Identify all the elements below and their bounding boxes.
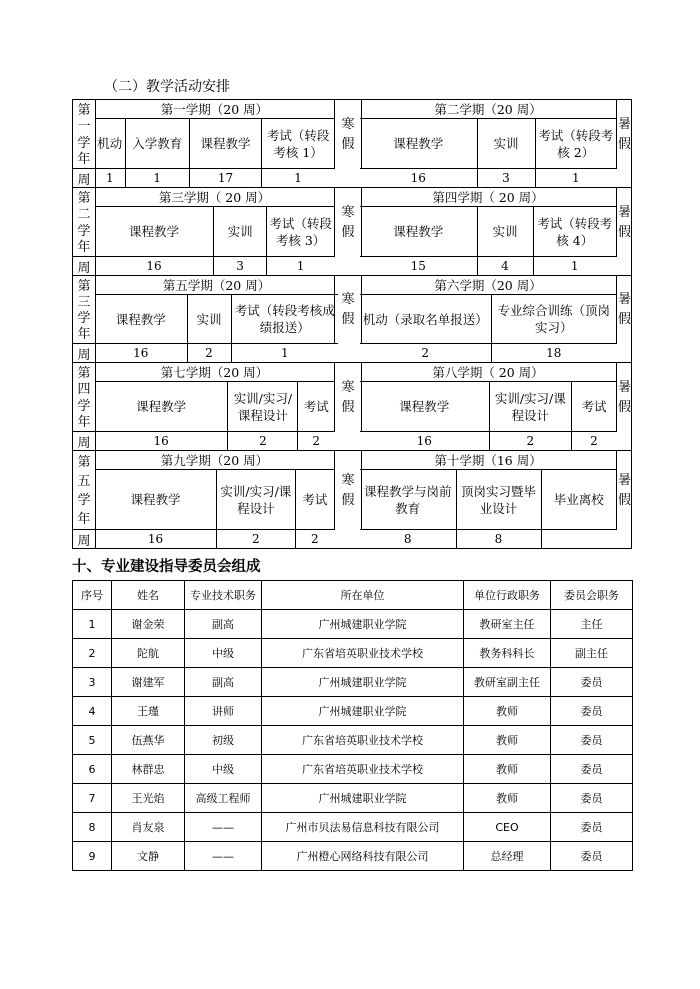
member-title: 中级	[185, 639, 262, 668]
member-index: 8	[73, 813, 112, 842]
activity-cell: 考试	[295, 470, 334, 530]
year-label-char: 年	[77, 415, 91, 431]
member-committee-post: 委员	[551, 726, 633, 755]
weeks-cell: 15	[360, 257, 477, 276]
weeks-cell: 1	[267, 257, 334, 276]
table-row	[73, 784, 633, 813]
semester-sem2	[360, 451, 616, 548]
member-unit: 广州城建职业学院	[262, 610, 464, 639]
year-label-char: 学	[77, 223, 91, 239]
year-label-char: 年	[77, 240, 91, 256]
weeks-cell: 2	[295, 530, 334, 549]
member-name: 文静	[112, 842, 185, 871]
year-label	[73, 188, 96, 275]
year-label-char: 学	[77, 135, 91, 151]
member-admin-post: 教师	[464, 726, 551, 755]
year-label-char: 五	[77, 474, 91, 489]
member-unit: 广州城建职业学院	[262, 668, 464, 697]
year-label-char: 三	[77, 294, 91, 310]
activity-cell: 考试（转段考核 4）	[533, 207, 616, 257]
member-title: 讲师	[185, 697, 262, 726]
winter-vacation-cell	[334, 451, 362, 530]
header-index: 序号	[73, 581, 112, 610]
weeks-cell: 8	[360, 530, 456, 549]
weeks-cell: 1	[95, 169, 125, 188]
year-label-char: 第	[77, 278, 91, 294]
member-admin-post: 教师	[464, 784, 551, 813]
table-row	[73, 639, 633, 668]
weeks-cell: 17	[189, 169, 261, 188]
member-unit: 广东省培英职业技术学校	[262, 639, 464, 668]
activity-cell: 毕业离校	[541, 470, 616, 530]
vacation-char: 假	[341, 312, 355, 327]
member-name: 伍燕华	[112, 726, 185, 755]
semester-sem2	[360, 363, 616, 450]
activity-cell: 课程教学	[189, 119, 261, 169]
activity-cell: 考试（转段考核 3）	[267, 207, 334, 257]
semester-sem1	[95, 100, 334, 187]
member-unit: 广州城建职业学院	[262, 697, 464, 726]
member-name: 王瑾	[112, 697, 185, 726]
member-index: 2	[73, 639, 112, 668]
year-label-char: 学	[77, 493, 91, 508]
semester-sem2	[360, 100, 616, 187]
vacation-char: 寒	[341, 292, 355, 307]
vacation-char: 暑	[617, 472, 631, 488]
weeks-cell: 1	[125, 169, 189, 188]
summer-vacation-cell	[616, 100, 632, 169]
year-label-char: 年	[77, 327, 91, 343]
weeks-cell: 16	[95, 530, 217, 549]
vacation-char: 暑	[617, 116, 631, 132]
semester-title: 第八学期（ 20 周）	[360, 363, 616, 382]
activity-cell: 课程教学与岗前教育	[360, 470, 456, 530]
member-name: 陀航	[112, 639, 185, 668]
semester-title: 第七学期（20 周）	[95, 363, 334, 382]
weeks-cell: 3	[477, 169, 535, 188]
year-label-char: 第	[77, 102, 91, 118]
table-row	[73, 668, 633, 697]
member-admin-post: 教师	[464, 697, 551, 726]
activity-cell: 机动（录取名单报送）	[360, 295, 491, 344]
semester-sem2	[360, 188, 616, 275]
member-unit: 广州橙心网络科技有限公司	[262, 842, 464, 871]
activity-cell: 课程教学	[95, 382, 228, 432]
activity-cell: 课程教学	[360, 207, 477, 257]
member-index: 1	[73, 610, 112, 639]
member-committee-post: 委员	[551, 842, 633, 871]
member-admin-post: CEO	[464, 813, 551, 842]
year-label-char: 四	[77, 382, 91, 398]
member-index: 7	[73, 784, 112, 813]
member-name: 谢金荣	[112, 610, 185, 639]
semester-sem1	[95, 188, 334, 275]
member-title: 副高	[185, 668, 262, 697]
member-committee-post: 委员	[551, 755, 633, 784]
teaching-schedule-table	[72, 99, 632, 549]
semester-title: 第四学期（ 20 周）	[360, 188, 616, 207]
weeks-cell: 16	[95, 344, 187, 363]
weeks-cell: 4	[477, 257, 533, 276]
year-label	[73, 100, 96, 187]
winter-vacation-cell	[334, 100, 362, 169]
semester-sem1	[95, 451, 334, 548]
member-committee-post: 委员	[551, 697, 633, 726]
semester-sem1	[95, 276, 334, 362]
committee-header-row	[73, 581, 633, 610]
member-admin-post: 教师	[464, 755, 551, 784]
member-index: 4	[73, 697, 112, 726]
activity-cell: 课程教学	[95, 470, 217, 530]
weeks-row-label: 周	[73, 256, 95, 275]
activity-cell: 实训/实习/课程设计	[489, 382, 571, 432]
activity-cell: 实训/实习/课程设计	[228, 382, 298, 432]
member-committee-post: 主任	[551, 610, 633, 639]
year-label-char: 第	[77, 455, 91, 470]
committee-table	[72, 580, 633, 871]
activity-cell: 专业综合训练（顶岗实习）	[491, 295, 616, 344]
year-label-char: 年	[77, 512, 91, 527]
member-title: 初级	[185, 726, 262, 755]
semester-title: 第三学期（ 20 周）	[95, 188, 334, 207]
activity-cell: 实训	[477, 119, 535, 169]
vacation-char: 假	[617, 224, 631, 240]
activity-cell: 考试（转段考核 1）	[262, 119, 334, 169]
year-block	[72, 450, 632, 549]
activity-cell: 考试（转段考核成绩报送）	[231, 295, 338, 344]
summer-vacation-cell	[616, 276, 632, 344]
table-row	[73, 726, 633, 755]
vacation-char: 假	[341, 492, 355, 508]
vacation-char: 寒	[341, 472, 355, 488]
activity-cell: 实训	[187, 295, 231, 344]
winter-vacation-cell	[334, 188, 362, 257]
member-admin-post: 教务科科长	[464, 639, 551, 668]
header-admin-post: 单位行政职务	[464, 581, 551, 610]
weeks-cell: 16	[360, 432, 489, 451]
vacation-char: 假	[617, 399, 631, 415]
year-label-char: 二	[77, 207, 91, 223]
member-index: 5	[73, 726, 112, 755]
member-title: 副高	[185, 610, 262, 639]
weeks-cell: 2	[298, 432, 334, 451]
weeks-cell	[541, 530, 616, 549]
activity-cell: 实训	[213, 207, 266, 257]
member-admin-post: 总经理	[464, 842, 551, 871]
winter-vacation-cell	[334, 363, 362, 432]
table-row	[73, 755, 633, 784]
weeks-row-label: 周	[73, 529, 95, 548]
activity-cell: 课程教学	[95, 295, 187, 344]
weeks-cell: 2	[489, 432, 571, 451]
activity-cell: 实训	[477, 207, 533, 257]
member-name: 王光焰	[112, 784, 185, 813]
year-label-char: 年	[77, 152, 91, 168]
semester-title: 第一学期（20 周）	[95, 100, 334, 119]
activity-cell: 顶岗实习暨毕业设计	[456, 470, 541, 530]
weeks-row-label: 周	[73, 431, 95, 450]
member-title: ——	[185, 842, 262, 871]
member-title: 中级	[185, 755, 262, 784]
member-unit: 广州城建职业学院	[262, 784, 464, 813]
vacation-char: 暑	[617, 204, 631, 220]
activity-cell: 实训/实习/课程设计	[217, 470, 296, 530]
vacation-char: 假	[341, 136, 355, 152]
year-block	[72, 187, 632, 275]
vacation-char: 假	[341, 224, 355, 240]
weeks-row-label: 周	[73, 168, 95, 187]
member-name: 林群忠	[112, 755, 185, 784]
vacation-char: 寒	[341, 379, 355, 395]
vacation-char: 暑	[617, 292, 631, 307]
header-committee-post: 委员会职务	[551, 581, 633, 610]
weeks-cell: 1	[533, 257, 616, 276]
table-row	[73, 610, 633, 639]
year-block	[72, 99, 632, 187]
activity-cell: 入学教育	[125, 119, 189, 169]
header-name: 姓名	[112, 581, 185, 610]
weeks-cell: 16	[95, 432, 228, 451]
weeks-cell: 1	[262, 169, 334, 188]
year-label	[73, 276, 96, 362]
year-block	[72, 362, 632, 450]
member-committee-post: 委员	[551, 668, 633, 697]
vacation-char: 假	[617, 492, 631, 508]
activity-cell: 考试	[298, 382, 334, 432]
table-row	[73, 697, 633, 726]
weeks-cell: 2	[360, 344, 491, 363]
member-committee-post: 委员	[551, 813, 633, 842]
member-committee-post: 委员	[551, 784, 633, 813]
member-title: ——	[185, 813, 262, 842]
semester-title: 第九学期（20 周）	[95, 451, 334, 470]
activity-cell: 考试（转段考核 2）	[535, 119, 616, 169]
section-title: （二）教学活动安排	[104, 79, 230, 95]
member-title: 高级工程师	[185, 784, 262, 813]
activity-cell: 考试	[571, 382, 616, 432]
header-unit: 所在单位	[262, 581, 464, 610]
activity-cell: 机动	[95, 119, 125, 169]
vacation-char: 寒	[341, 204, 355, 220]
semester-title: 第五学期（20 周）	[95, 276, 338, 295]
weeks-cell: 3	[213, 257, 266, 276]
vacation-char: 寒	[341, 116, 355, 132]
semester-title: 第二学期（20 周）	[360, 100, 616, 119]
activity-cell: 课程教学	[360, 119, 477, 169]
activity-cell: 课程教学	[360, 382, 489, 432]
year-label-char: 第	[77, 190, 91, 206]
semester-title: 第十学期（16 周）	[360, 451, 616, 470]
year-label-char: 学	[77, 398, 91, 414]
member-admin-post: 教研室主任	[464, 610, 551, 639]
vacation-char: 暑	[617, 379, 631, 395]
summer-vacation-cell	[616, 363, 632, 432]
weeks-cell: 8	[456, 530, 541, 549]
member-unit: 广东省培英职业技术学校	[262, 726, 464, 755]
committee-title: 十、专业建设指导委员会组成	[72, 559, 261, 575]
weeks-cell: 2	[228, 432, 298, 451]
member-admin-post: 教研室副主任	[464, 668, 551, 697]
vacation-char: 假	[617, 136, 631, 152]
vacation-char: 假	[341, 399, 355, 415]
year-label-char: 学	[77, 311, 91, 327]
weeks-cell: 1	[535, 169, 616, 188]
table-row	[73, 842, 633, 871]
year-label	[73, 363, 96, 450]
member-committee-post: 副主任	[551, 639, 633, 668]
year-label	[73, 451, 96, 548]
year-block	[72, 275, 632, 362]
year-label-char: 一	[77, 119, 91, 135]
member-name: 谢建军	[112, 668, 185, 697]
member-unit: 广州市贝法易信息科技有限公司	[262, 813, 464, 842]
year-label-char: 第	[77, 365, 91, 381]
semester-sem2	[360, 276, 616, 362]
weeks-cell: 18	[491, 344, 616, 363]
member-index: 6	[73, 755, 112, 784]
semester-sem1	[95, 363, 334, 450]
weeks-cell: 2	[187, 344, 231, 363]
activity-cell: 课程教学	[95, 207, 213, 257]
table-row	[73, 813, 633, 842]
summer-vacation-cell	[616, 451, 632, 530]
member-index: 9	[73, 842, 112, 871]
weeks-cell: 16	[95, 257, 213, 276]
member-name: 肖友泉	[112, 813, 185, 842]
weeks-cell: 16	[360, 169, 477, 188]
weeks-cell: 1	[231, 344, 338, 363]
weeks-row-label: 周	[73, 343, 95, 362]
member-index: 3	[73, 668, 112, 697]
vacation-char: 假	[617, 312, 631, 327]
header-title: 专业技术职务	[185, 581, 262, 610]
member-unit: 广东省培英职业技术学校	[262, 755, 464, 784]
summer-vacation-cell	[616, 188, 632, 257]
winter-vacation-cell	[334, 276, 362, 344]
weeks-cell: 2	[571, 432, 616, 451]
weeks-cell: 2	[217, 530, 296, 549]
semester-title: 第六学期（20 周）	[360, 276, 616, 295]
